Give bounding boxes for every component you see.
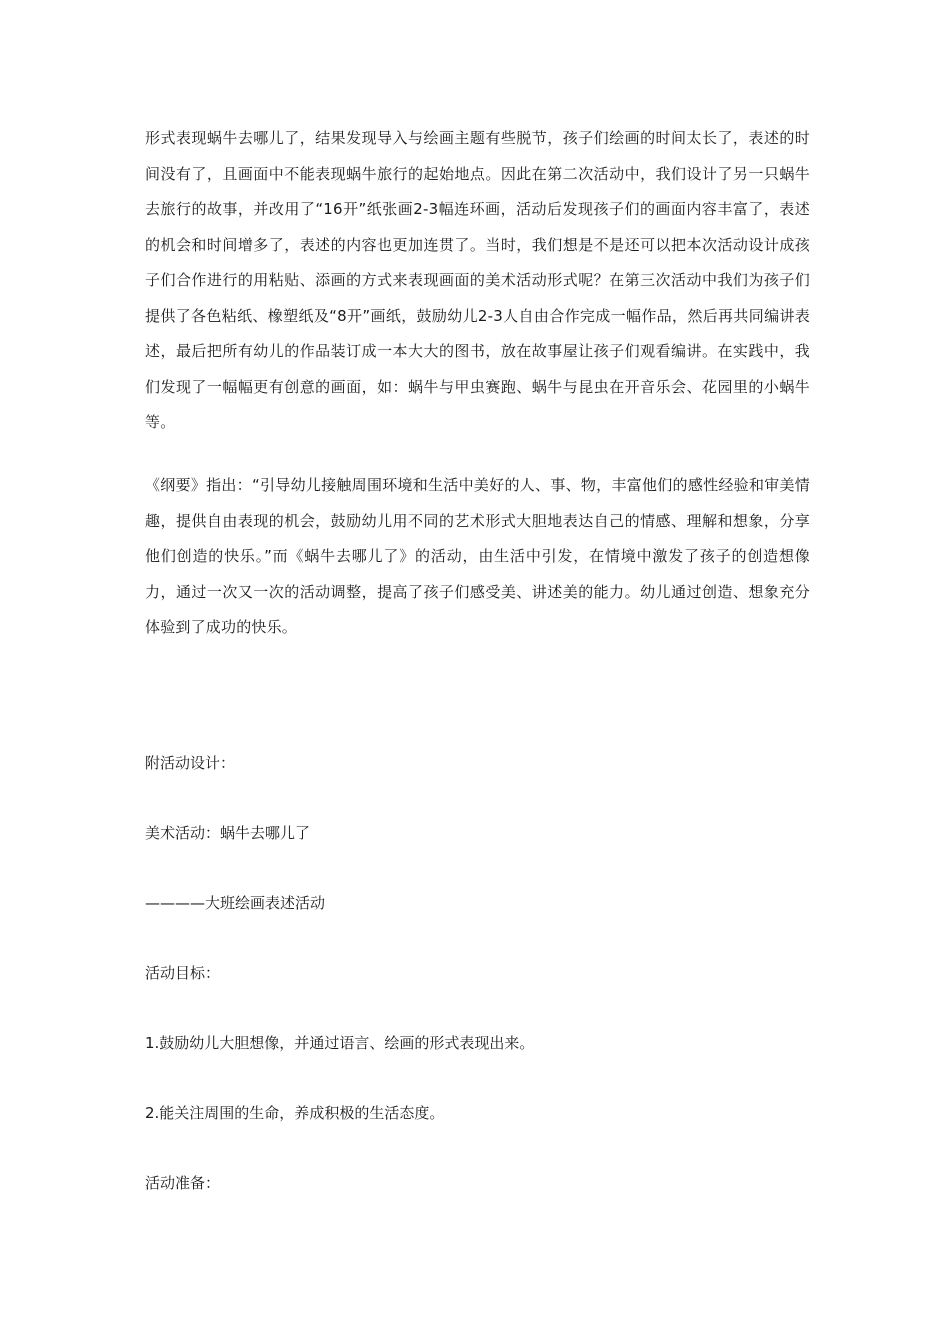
preparation-heading: 活动准备：: [145, 1174, 221, 1192]
goal-item: 2.能关注周围的生命，养成积极的生活态度。: [145, 1104, 445, 1122]
body-paragraph: 形式表现蜗牛去哪儿了，结果发现导入与绘画主题有些脱节，孩子们绘画的时间太长了，表述的时间没有了，且画面中不能表现蜗牛旅行的起始地点。因此在第二次活动中，我们设计了另一只蜗牛去旅行的故事，并改用了“16开”纸张画2-3幅连环画，活动后发现孩子们的画面内容丰富了，表述的机会和时间增多了，表述的内容也更加连贯了。当时，我们想是不是还可以把本次活动设计成孩子们合作进行的用粘贴、添画的方式来表现画面的美术活动形式呢？在第三次活动中我们为孩子们提供了各色粘纸、橡塑纸及“8开”画纸，鼓励幼儿2-3人自由合作完成一幅作品，然后再共同编讲表述，最后把所有幼儿的作品装订成一本大大的图书，放在故事屋让孩子们观看编讲。在实践中，我们发现了一幅幅更有创意的画面，如：蜗牛与甲虫赛跑、蜗牛与昆虫在开音乐会、花园里的小蜗牛等。: [145, 129, 810, 431]
goals-heading: 活动目标：: [145, 964, 221, 982]
activity-subtitle: ————大班绘画表述活动: [145, 894, 326, 912]
body-paragraph-guideline-quote: 《纲要》指出：“引导幼儿接触周围环境和生活中美好的人、事、物，丰富他们的感性经验和审美情趣，提供自由表现的机会，鼓励幼儿用不同的艺术形式大胆地表达自己的情感、理解和想象，分享他们创造的快乐。”而《蜗牛去哪儿了》的活动，由生活中引发，在情境中激发了孩子的创造想像力，通过一次又一次的活动调整，提高了孩子们感受美、讲述美的能力。幼儿通过创造、想象充分体验到了成功的快乐。: [145, 476, 810, 636]
goal-item: 1.鼓励幼儿大胆想像，并通过语言、绘画的形式表现出来。: [145, 1034, 535, 1052]
activity-title: 美术活动：蜗牛去哪儿了: [145, 824, 311, 842]
appendix-heading: 附活动设计：: [145, 754, 236, 772]
